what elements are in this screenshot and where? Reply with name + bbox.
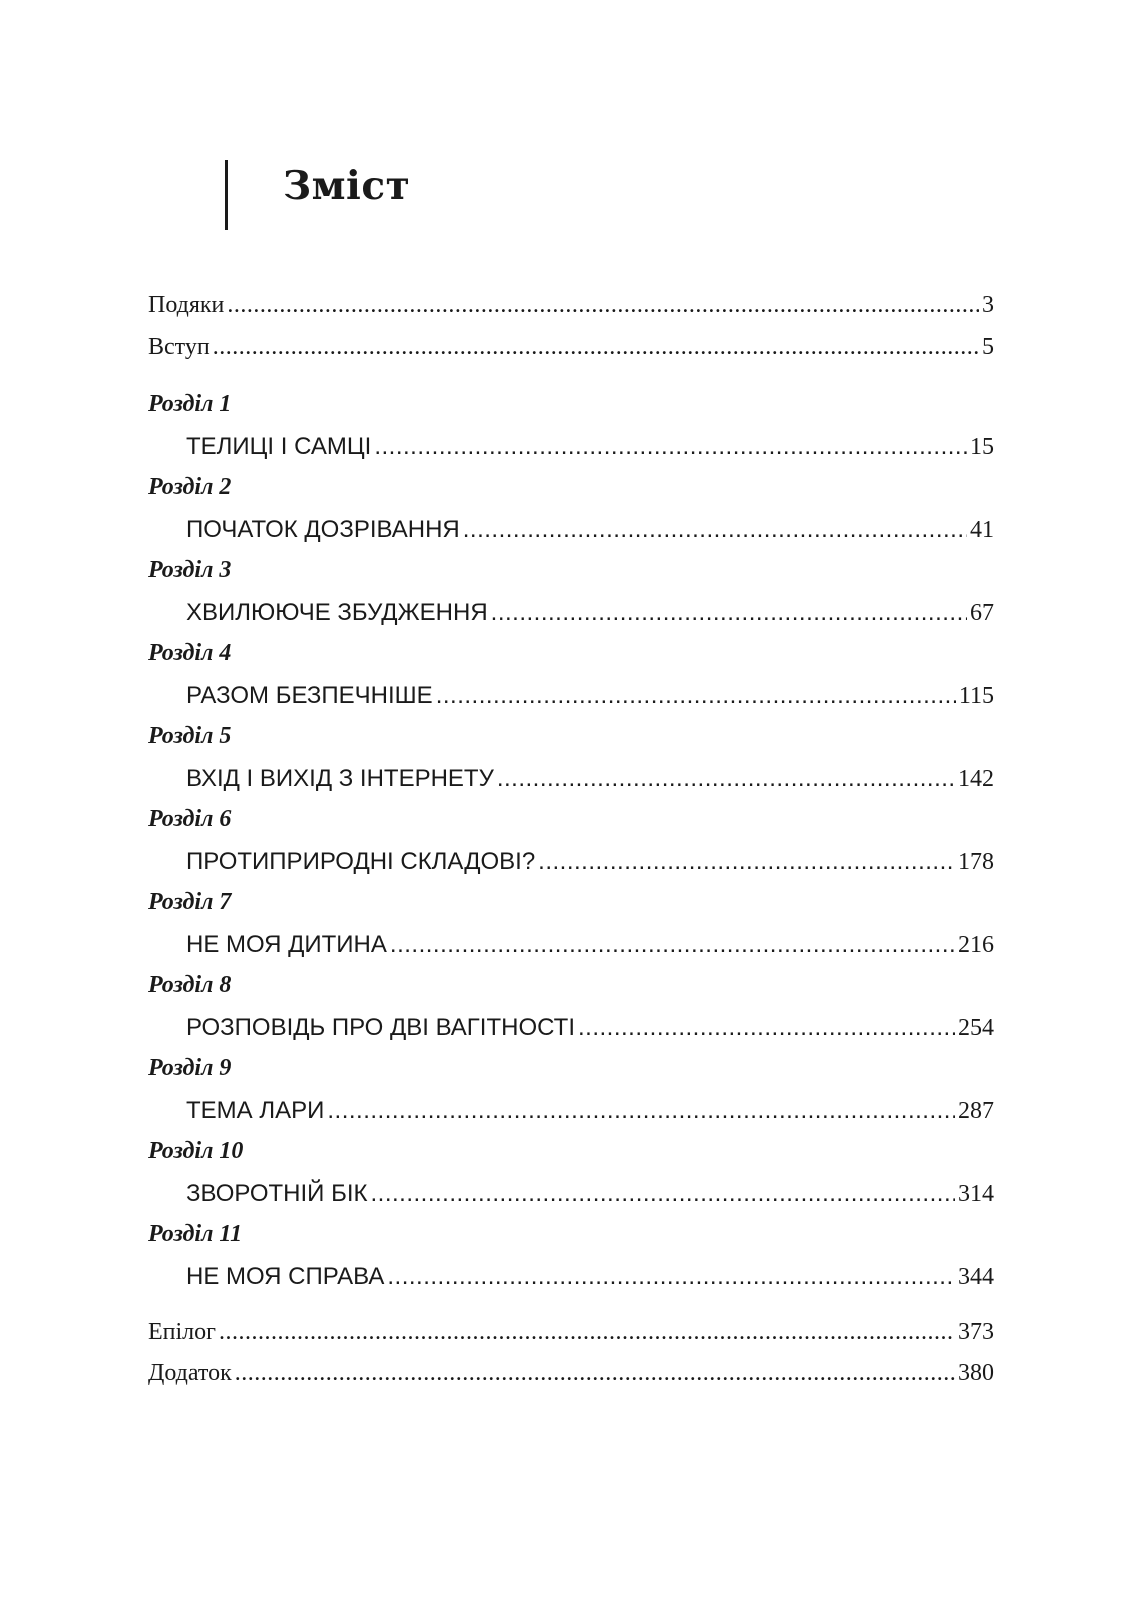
dot-leader	[491, 599, 967, 627]
toc-entry-label: ЗВОРОТНІЙ БІК	[186, 1180, 368, 1207]
dot-leader	[578, 1014, 955, 1042]
toc-entry-page: 5	[982, 334, 994, 360]
toc-entry-chapter-3[interactable]	[186, 599, 994, 627]
toc-entry-label: РАЗОМ БЕЗПЕЧНІШЕ	[186, 682, 433, 709]
chapter-heading-11: Розділ 11	[148, 1221, 243, 1247]
toc-entry-chapter-11[interactable]	[186, 1263, 994, 1291]
dot-leader	[390, 931, 955, 959]
toc-entry-chapter-5[interactable]	[186, 765, 994, 793]
dot-leader	[497, 765, 955, 793]
chapter-heading-1: Розділ 1	[148, 391, 232, 417]
toc-entry-label: НЕ МОЯ СПРАВА	[186, 1263, 385, 1290]
toc-entry-page: 380	[958, 1360, 994, 1386]
toc-entry-label: ПРОТИПРИРОДНІ СКЛАДОВІ?	[186, 848, 536, 875]
toc-entry-label: Подяки	[148, 292, 225, 318]
toc-entry-chapter-8[interactable]	[186, 1014, 994, 1042]
toc-entry-label: НЕ МОЯ ДИТИНА	[186, 931, 387, 958]
toc-entry-label: Вступ	[148, 334, 210, 360]
toc-entry-label: Додаток	[148, 1360, 232, 1386]
toc-entry-chapter-2[interactable]	[186, 516, 994, 544]
toc-entry-page: 216	[958, 932, 994, 958]
dot-leader	[235, 1360, 955, 1387]
toc-entry-chapter-6[interactable]	[186, 848, 994, 876]
dot-leader	[436, 682, 956, 710]
toc-entry-label: ВХІД І ВИХІД З ІНТЕРНЕТУ	[186, 765, 494, 792]
toc-entry-chapter-1[interactable]	[186, 433, 994, 461]
toc-entry-acknowledgements[interactable]	[148, 292, 994, 319]
toc-entry-page: 254	[958, 1015, 994, 1041]
toc-entry-page: 15	[970, 434, 994, 460]
toc-entry-label: Епілог	[148, 1319, 216, 1345]
toc-entry-chapter-7[interactable]	[186, 931, 994, 959]
dot-leader	[538, 848, 955, 876]
toc-entry-label: ТЕМА ЛАРИ	[186, 1097, 325, 1124]
toc-entry-label: ТЕЛИЦІ І САМЦІ	[186, 433, 372, 460]
dot-leader	[219, 1319, 955, 1346]
chapter-heading-10: Розділ 10	[148, 1138, 244, 1164]
toc-entry-page: 373	[958, 1319, 994, 1345]
chapter-heading-6: Розділ 6	[148, 806, 232, 832]
dot-leader	[463, 516, 967, 544]
dot-leader	[227, 292, 979, 319]
toc-entry-page: 3	[982, 292, 994, 318]
toc-entry-page: 115	[958, 683, 994, 709]
toc-entry-page: 178	[958, 849, 994, 875]
toc-entry-introduction[interactable]	[148, 334, 994, 361]
toc-entry-page: 142	[958, 766, 994, 792]
chapter-heading-2: Розділ 2	[148, 474, 232, 500]
toc-entry-chapter-4[interactable]	[186, 682, 994, 710]
toc-entry-chapter-10[interactable]	[186, 1180, 994, 1208]
chapter-heading-8: Розділ 8	[148, 972, 232, 998]
dot-leader	[371, 1180, 956, 1208]
toc-entry-epilogue[interactable]	[148, 1319, 994, 1346]
chapter-heading-7: Розділ 7	[148, 889, 232, 915]
dot-leader	[327, 1097, 955, 1125]
chapter-heading-4: Розділ 4	[148, 640, 232, 666]
chapter-heading-3: Розділ 3	[148, 557, 232, 583]
table-of-contents	[148, 0, 994, 1615]
page-title: Зміст	[283, 163, 411, 209]
toc-entry-label: ПОЧАТОК ДОЗРІВАННЯ	[186, 516, 460, 543]
toc-entry-page: 344	[958, 1264, 994, 1290]
toc-entry-page: 41	[970, 517, 994, 543]
dot-leader	[213, 334, 979, 361]
chapter-heading-5: Розділ 5	[148, 723, 232, 749]
toc-entry-page: 67	[970, 600, 994, 626]
dot-leader	[374, 433, 967, 461]
toc-entry-label: ХВИЛЮЮЧЕ ЗБУДЖЕННЯ	[186, 599, 488, 626]
toc-entry-page: 287	[958, 1098, 994, 1124]
chapter-heading-9: Розділ 9	[148, 1055, 232, 1081]
toc-entry-page: 314	[958, 1181, 994, 1207]
toc-entry-label: РОЗПОВІДЬ ПРО ДВІ ВАГІТНОСТІ	[186, 1014, 575, 1041]
toc-entry-chapter-9[interactable]	[186, 1097, 994, 1125]
toc-entry-appendix[interactable]	[148, 1360, 994, 1387]
dot-leader	[387, 1263, 955, 1291]
